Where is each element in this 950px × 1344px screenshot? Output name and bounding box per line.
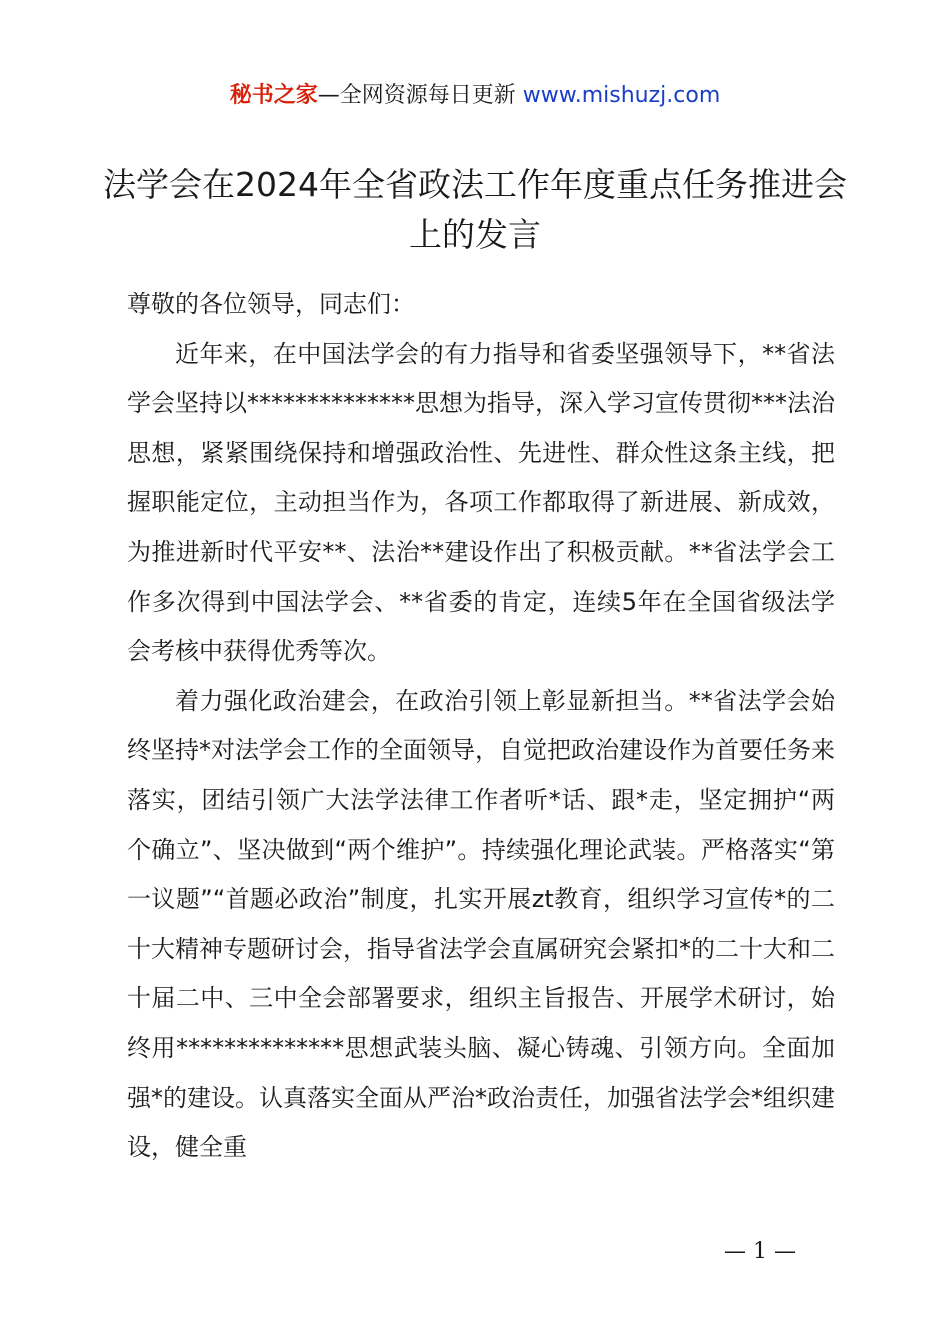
salutation: 尊敬的各位领导，同志们： xyxy=(127,290,415,318)
body-paragraph: 着力强化政治建会，在政治引领上彰显新担当。**省法学会始终坚持*对法学会工作的全面领导，自觉把政治建设作为首要任务来落实，团结引领广大法学法律工作者听*话、跟*走，坚定拥护“两个确立”、坚决做到“两个维护”。持续强化理论武装。严格落实“第一议题”“首题必政治”制度，扎实开展zt教育，组织学习宣传*的二十大精神专题研讨会，指导省法学会直属研究会紧扣*的二十大和二十届二中、三中全会部署要求，组织主旨报告、开展学术研讨，始终用**************思想武装头脑、凝心铸魂、引领方向。全面加强*的建设。认真落实全面从严治*政治责任，加强省法学会*组织建设，健全重 xyxy=(127,686,835,1162)
body-paragraph: 近年来，在中国法学会的有力指导和省委坚强领导下，**省法学会坚持以**************思想为指导，深入学习宣传贯彻***法治思想，紧紧围绕保持和增强政治性、先进性、群众性这条主线，把握职能定位，主动担当作为，各项工作都取得了新进展、新成效，为推进新时代平安**、法治**建设作出了积极贡献。**省法学会工作多次得到中国法学会、**省委的肯定，连续5年在全国省级法学会考核中获得优秀等次。 xyxy=(127,339,835,666)
header-tagline: —全网资源每日更新 xyxy=(317,83,523,108)
site-header xyxy=(0,80,950,112)
site-link[interactable]: www.mishuzj.com xyxy=(522,83,721,108)
document-title: 法学会在2024年全省政法工作年度重点任务推进会上的发言 xyxy=(103,165,847,254)
document-body xyxy=(127,280,835,1173)
page-number: — 1 — xyxy=(724,1239,796,1264)
brand-name: 秘书之家 xyxy=(229,83,318,108)
